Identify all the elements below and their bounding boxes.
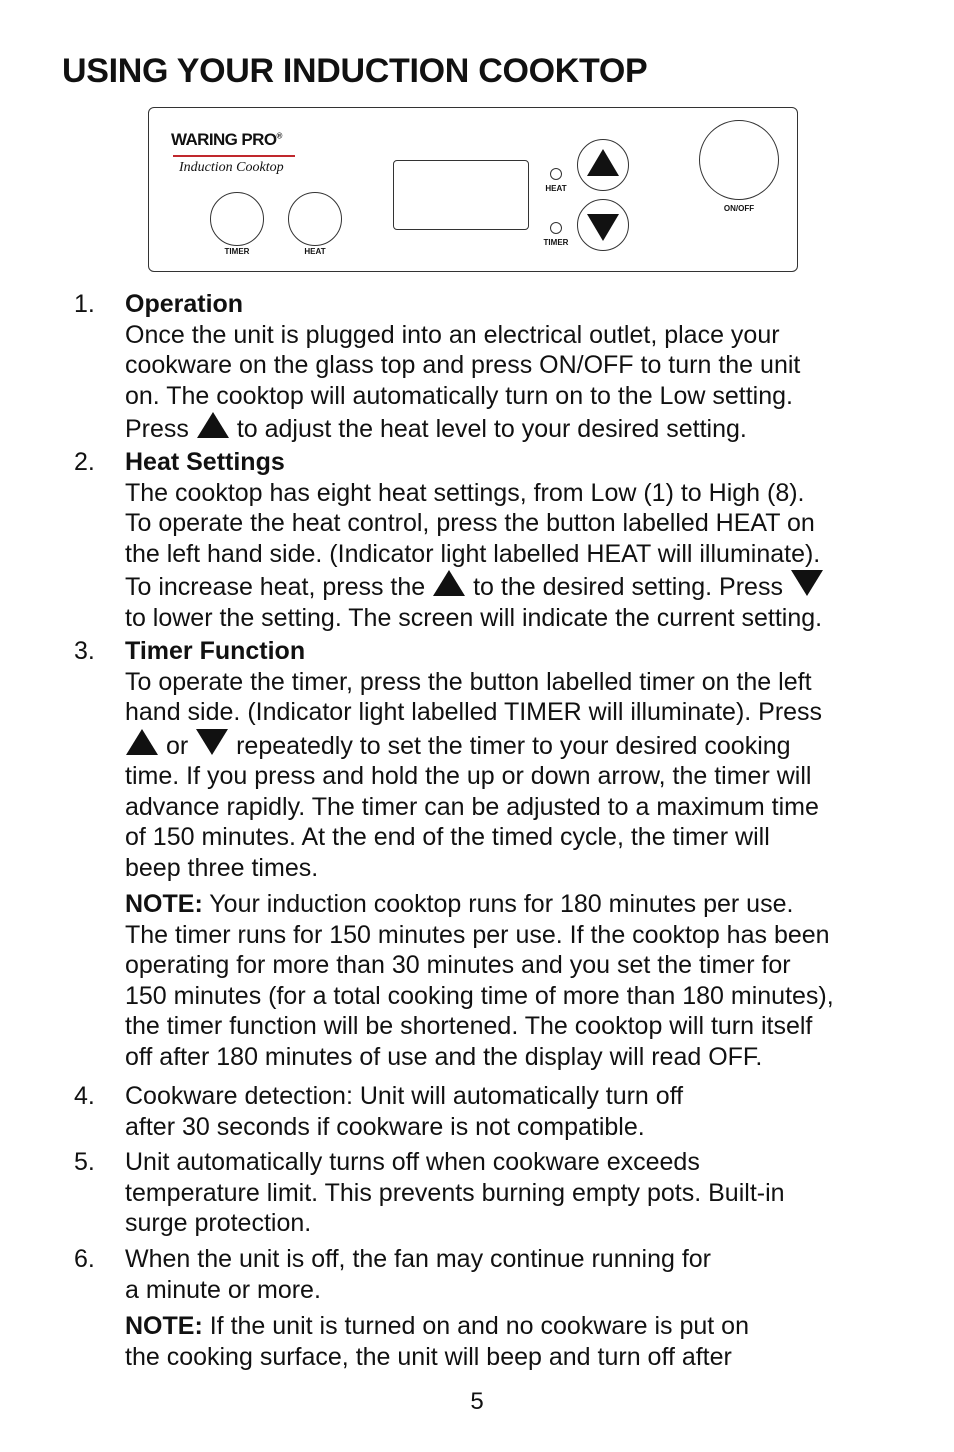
down-arrow-icon: [195, 728, 229, 756]
note-line: the timer function will be shortened. The cooktop will turn itself: [125, 1012, 813, 1040]
down-arrow-icon: [578, 200, 628, 250]
item-heading: Operation: [125, 290, 244, 318]
item-line: The cooktop has eight heat settings, from Low (1) to High (8).: [125, 478, 805, 507]
item-number: 4.: [74, 1082, 95, 1110]
item-body: [125, 1147, 900, 1239]
item-line: Cookware detection: Unit will automatically turn off: [125, 1082, 684, 1110]
item-body: [125, 1244, 900, 1372]
on-off-label: ON/OFF: [723, 204, 755, 213]
text-fragment: Your induction cooktop runs for 180 minutes per use.: [209, 890, 794, 918]
down-arrow-icon: [790, 569, 824, 597]
item-number: 1.: [74, 290, 95, 318]
note-line: the cooking surface, the unit will beep and turn off after: [125, 1342, 732, 1371]
item-number: 2.: [74, 448, 95, 476]
down-arrow-button: [577, 199, 629, 251]
text-fragment: To increase heat, press the: [125, 573, 426, 601]
timer-button-label: TIMER: [224, 247, 250, 256]
up-arrow-icon: [196, 411, 230, 439]
note-line: operating for more than 30 minutes and you set the timer for: [125, 951, 791, 979]
item-line: of 150 minutes. At the end of the timed cycle, the timer will: [125, 823, 770, 851]
timer-indicator-light: [550, 222, 562, 234]
item-line: time. If you press and hold the up or down arrow, the timer will: [125, 762, 812, 790]
up-arrow-button: [577, 139, 629, 191]
text-fragment: Press: [125, 415, 189, 443]
brand-underline: [173, 155, 295, 157]
heat-button: [288, 192, 342, 246]
note-label: NOTE:: [125, 1312, 203, 1340]
item-line: hand side. (Indicator light labelled TIMER will illuminate). Press: [125, 698, 823, 726]
brand-logo: [171, 130, 282, 150]
note-line: off after 180 minutes of use and the display will read OFF.: [125, 1042, 763, 1071]
item-line: after 30 seconds if cookware is not compatible.: [125, 1112, 645, 1141]
brand-name: WARING PRO: [171, 130, 277, 149]
up-arrow-icon: [125, 728, 159, 756]
item-line: on. The cooktop will automatically turn on to the Low setting.: [125, 381, 793, 410]
up-arrow-icon: [578, 140, 628, 190]
item-line: When the unit is off, the fan may continue running for: [125, 1245, 711, 1273]
item-body: [125, 1081, 900, 1142]
on-off-button: [699, 120, 779, 200]
note-line: [125, 889, 915, 920]
item-line: the left hand side. (Indicator light labelled HEAT will illuminate).: [125, 539, 821, 568]
item-line: surge protection.: [125, 1209, 312, 1237]
item-line: To operate the timer, press the button labelled timer on the left: [125, 667, 812, 696]
item-line: Unit automatically turns off when cookware exceeds: [125, 1148, 700, 1176]
item-line: to lower the setting. The screen will indicate the current setting.: [125, 603, 823, 632]
display-screen: [393, 160, 529, 230]
timer-indicator-label: TIMER: [543, 238, 569, 247]
item-line: To operate the heat control, press the button labelled HEAT on: [125, 509, 815, 537]
item-number: 5.: [74, 1148, 95, 1176]
text-fragment: or: [165, 731, 189, 760]
brand-subtitle: Induction Cooktop: [179, 160, 284, 175]
brand-registered-mark: ®: [276, 131, 282, 141]
item-body: [125, 447, 925, 633]
heat-indicator-light: [550, 168, 562, 180]
item-line: Once the unit is plugged into an electrical outlet, place your: [125, 320, 780, 349]
item-line: a minute or more.: [125, 1275, 321, 1304]
item-line: temperature limit. This prevents burning empty pots. Built-in: [125, 1178, 785, 1207]
item-line: [125, 411, 900, 445]
item-line: [125, 728, 915, 762]
item-number: 3.: [74, 637, 95, 665]
item-heading: Timer Function: [125, 637, 306, 665]
item-line: cookware on the glass top and press ON/OFF to turn the unit: [125, 351, 801, 379]
item-heading: Heat Settings: [125, 448, 285, 476]
item-body: [125, 289, 900, 445]
page-title: USING YOUR INDUCTION COOKTOP: [62, 52, 648, 90]
item-body: [125, 636, 915, 1072]
heat-indicator-label: HEAT: [545, 184, 567, 193]
text-fragment: If the unit is turned on and no cookware is put on: [209, 1312, 749, 1340]
timer-button: [210, 192, 264, 246]
text-fragment: repeatedly to set the timer to your desired cooking: [236, 731, 791, 760]
note-label: NOTE:: [125, 890, 203, 918]
item-number: 6.: [74, 1245, 95, 1273]
text-fragment: to adjust the heat level to your desired setting.: [236, 415, 747, 443]
heat-button-label: HEAT: [304, 247, 326, 256]
control-panel-diagram: [148, 107, 798, 272]
up-arrow-icon: [432, 569, 466, 597]
note-line: The timer runs for 150 minutes per use. If the cooktop has been: [125, 920, 830, 949]
page-number: 5: [470, 1388, 484, 1415]
item-line: beep three times.: [125, 853, 319, 882]
item-line: advance rapidly. The timer can be adjusted to a maximum time: [125, 792, 819, 821]
text-fragment: to the desired setting. Press: [473, 573, 783, 601]
item-line: [125, 569, 925, 603]
note-line: [125, 1311, 900, 1342]
note-line: 150 minutes (for a total cooking time of more than 180 minutes),: [125, 981, 834, 1010]
